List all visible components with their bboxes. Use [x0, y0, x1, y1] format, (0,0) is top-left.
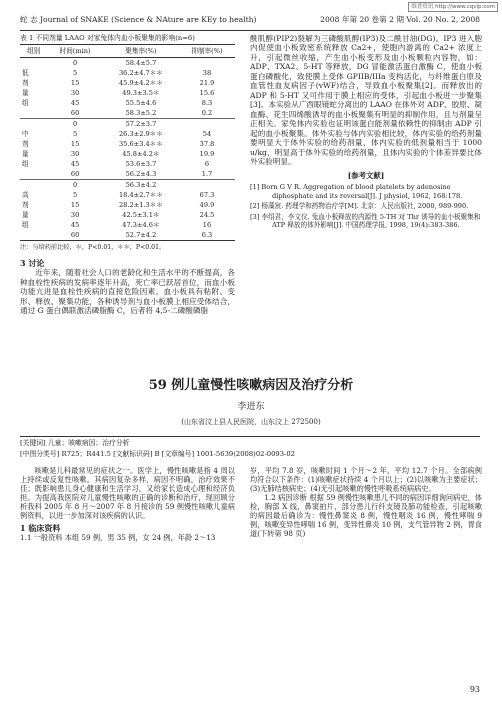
table-row [20, 190, 235, 200]
right-column [250, 34, 482, 232]
table-cell: 6 [204, 160, 210, 169]
table-cell: 15 [70, 79, 80, 88]
table-cell: 53.6±3.7 [125, 160, 157, 169]
table-row [20, 169, 235, 180]
table-cell: 5 [72, 69, 78, 78]
table-cell: 15 [70, 140, 80, 149]
table-cell [20, 119, 47, 130]
header-time: 时间(min) [47, 45, 103, 58]
table-cell: 组 [22, 160, 29, 169]
table-cell: 56.2±4.3 [103, 169, 179, 180]
table-cell: 21.9 [199, 79, 215, 88]
article-affiliation: (山东省汶上县人民医院，山东汶上 272500) [181, 418, 321, 426]
table-cell: 42.5±3.1＊ [122, 211, 160, 220]
table-cell: 24.5 [199, 211, 215, 220]
platelet-table [20, 44, 235, 241]
table-cell [20, 230, 47, 241]
keywords-block [20, 438, 480, 460]
table-row [20, 149, 235, 159]
table-cell: 56.3±4.2 [125, 181, 157, 190]
article-right-column [250, 466, 482, 538]
table-cell: 低 [22, 69, 29, 78]
table-cell: 30 [70, 211, 80, 220]
table-caption: 表 1 不同剂量 LAAO 对家兔体内血小板聚集的影响(n=6) [20, 34, 195, 42]
table-cell: 57.2±3.7 [125, 120, 157, 129]
table-cell: 58.4±5.7 [125, 59, 157, 68]
table-cell: 36.2±4.7＊＊ [118, 69, 163, 78]
table-cell [20, 58, 47, 69]
table-cell: 55.5±4.6 [125, 99, 157, 108]
header-rule [20, 30, 480, 31]
table-note: 注：与给药前比较，＊，P<0.01，＊＊，P<0.01。 [20, 244, 166, 252]
table-cell [179, 119, 235, 130]
keywords-rule [20, 436, 480, 437]
table-cell: 45 [70, 221, 80, 230]
table-row [20, 58, 235, 69]
table-header-row [20, 45, 235, 58]
watermark-stamp: 维普资讯 http://www.cqvip.com [408, 2, 498, 12]
table-cell: 35.6±3.4＊＊ [118, 140, 163, 149]
table-row [20, 129, 235, 139]
table-cell: 组 [22, 99, 29, 108]
table-cell: 26.3±2.9＊＊ [118, 130, 163, 139]
table-cell: 49.9 [199, 201, 215, 210]
table-cell: 0 [72, 59, 78, 68]
running-header [20, 15, 480, 29]
table-cell: 47.3±4.6＊ [122, 221, 160, 230]
table-cell [20, 169, 47, 180]
table-cell: 剂 [22, 79, 29, 88]
article-intro: 咳嗽是儿科最常见的症状之一。医学上，慢性咳嗽是指 4 周以上持续或反复性咳嗽。其病因复杂多样，病因不明确，治疗效果不佳；既影响患儿身心健康和生活学习，又给家长造成心理和经济负担。为提高我医院对儿童慢性咳嗽的正确的诊断和治疗，现回顾分析我科 2005 年 8 月～2007 年 8 月接诊的 59 例慢性咳嗽儿童病例资料，以进一步加深对该疾病的认识。 [20, 466, 235, 520]
table-cell: 30 [70, 150, 80, 159]
table-cell [20, 108, 47, 119]
journal-name: 蛇 志 Journal of SNAKE (Science & NAture are KEy to health) [20, 15, 257, 24]
table-row [20, 159, 235, 169]
table-cell: 45.9±4.2＊＊ [118, 79, 163, 88]
table-cell: 60 [47, 108, 103, 119]
left-column [20, 34, 235, 316]
table-cell: 剂 [22, 201, 29, 210]
article-author: 李进东 [237, 402, 265, 412]
table-cell: 30 [70, 89, 80, 98]
article-right-intro: 岁，平均 7.8 岁，咳嗽时间 1 个月～2 年，平均 12.7 个月。全部病例均符合以下条件：(1)咳嗽症状持续 4 个月以上；(2)以咳嗽为主要症状；(3)无肺结核病史；(4)无引起咳嗽的慢性呼吸系统病病史。 [250, 466, 482, 493]
table-cell: 6.3 [179, 230, 235, 241]
section-diagnosis: 1.2 病因诊断 根据 59 例慢性咳嗽患儿不同的病因详细询问病史，体检，胸部 X 线，鼻窦拍片，部分患儿行纤支镜及肺功能检查，引起咳嗽的病因最后确诊为：慢性鼻窦炎 8 例，慢性咽炎 16 例，慢性哮喘 9 例，咳嗽变异性哮喘 16 例，变异性鼻炎 10 例，支气管异物 2 例，胃食道(下转第 98 页) [250, 493, 482, 538]
keywords: [关键词] 儿童；咳嗽病因；治疗分析 [20, 439, 130, 447]
table-row [20, 200, 235, 210]
table-cell: 60 [47, 230, 103, 241]
table-cell [179, 180, 235, 191]
reference-item: [2] 杨藻宸. 药理学和药物治疗学[M]. 北京：人民出版社, 2000, 989-990. [250, 202, 469, 211]
table-cell: 8.3 [201, 99, 213, 108]
table-cell: 16 [202, 221, 212, 230]
table-cell: 58.3±5.2 [103, 108, 179, 119]
table-cell: 45 [70, 160, 80, 169]
table-cell: 28.2±1.3＊＊ [118, 201, 163, 210]
table-row [20, 210, 235, 220]
table-cell: 0 [72, 120, 78, 129]
table-cell: 54 [202, 130, 212, 139]
table-cell: 19.9 [199, 150, 215, 159]
table-row [20, 88, 235, 98]
table-row [20, 230, 235, 241]
section-clinical: 1 临床资料 [20, 523, 61, 533]
article-left-column [20, 466, 235, 542]
table-cell: 67.3 [199, 191, 215, 200]
table-row [20, 220, 235, 230]
table-body [20, 58, 235, 241]
classification: [中图分类号] R725；R441.5 [文献标识码] B [文章编号] 1001-5639(2008)02-0093-02 [20, 449, 296, 458]
table-cell: 组 [22, 221, 29, 230]
table-cell: 45 [70, 99, 80, 108]
header-aggregation: 聚集率(%) [103, 45, 179, 58]
discussion-paragraph: 近年来，随着社会人口的老龄化和生活水平的不断提高，各种血栓性疾病的发病率逐年升高，死亡率已跃居首位，而血小板功能亢进是血栓性疾病的直接危险因素。血小板具有粘附、变形、释放、聚集功能，各种诱导剂与血小板膜上相应受体结合，通过 G 蛋白偶联激活磷脂酶 C，后者将 4,5-二磷酸磷脂 [20, 268, 235, 316]
table-cell [20, 180, 47, 191]
reference-item: [1] Born G V R. Aggregation of blood platelets by adenosine diphosphate and its reversal[J]. J physiol, 1962, 168:178. [250, 183, 463, 200]
table-cell: 37.8 [199, 140, 215, 149]
table-cell: 52.7±4.2 [103, 230, 179, 241]
header-inhibition: 抑制率(%) [179, 45, 235, 58]
discussion-heading: 3 讨论 [20, 258, 45, 269]
table-row [20, 119, 235, 130]
article-title: 59 例儿童慢性咳嗽病因及治疗分析 [148, 378, 354, 393]
reference-item: [3] 李绍君，李文仪. 兔血小板释放的内源性 5-TH 对 Thr 诱导的血小板聚集和 ATP 释放的体外影响[J]. 中国药理学报, 1998, 19(4):383-386. [250, 212, 481, 230]
table-cell: 45.8±4.2＊ [122, 150, 160, 159]
table-cell: 量 [22, 89, 29, 98]
references-heading: [参考文献] [347, 170, 385, 180]
table-cell: 18.4±2.7＊＊ [118, 191, 163, 200]
table-cell: 5 [72, 191, 78, 200]
table-cell [179, 58, 235, 69]
header-group: 组别 [20, 45, 47, 58]
table-cell: 高 [22, 191, 29, 200]
table-row [20, 139, 235, 149]
table-cell: 0 [72, 181, 78, 190]
table-cell: 量 [22, 211, 29, 220]
table-cell: 60 [47, 169, 103, 180]
table-cell: 38 [202, 69, 212, 78]
right-paragraph: 酰肌醇(PIP2)裂解为三磷酸肌醇(IP3)及二酰甘油(DG)。IP3 进入胞内促使血小板致密系统释放 Ca2+，使胞内游离的 Ca2+ 浓度上升，引起微丝收缩，产生血小板变形及血小板颗粒内容物，如：ADP、TXA2、5-HT 等释放，DG 冒能激活蛋白激酶 C，使血小板蛋白磷酸化，致使膜上受体 GPIIB/IIIa 变构活化，与纤维蛋白原及血管性血友病因子(vWF)结合，导致血小板聚集[2]。而释放出的 ADP 和 5-HT 又可作用于膜上相应的受体，引起血小板进一步聚集[3]。本实验从广西眼镜蛇分离出的 LAAO 在体外对 ADP、胶原、凝血酶、花生四烯酸诱导的血小板聚集有明显的抑制作用，且与剂量呈正相关。家兔体内实验也证明该蛋白能剂量依赖性的抑制由 ADP 引起的血小板聚集。体外实验与体内实验相比较，体内实验的给药剂量要明显大于体外实验的给药剂量，体内实验的低剂量相当于 1000 u/kg，明显高于体外实验的给药剂量，且体内实验的个体差异要比体外实验明显。 [250, 34, 482, 167]
section-general: 1.1 一般资料 本组 59 例，男 35 例，女 24 例，年龄 2～13 [20, 533, 216, 542]
table-row [20, 108, 235, 119]
table-cell: 0.2 [179, 108, 235, 119]
table-cell: 49.3±3.5＊ [122, 89, 160, 98]
table-cell: 1.7 [179, 169, 235, 180]
table-row [20, 68, 235, 78]
issue-info: 2008 年第 20 卷第 2 期 Vol. 20 No. 2, 2008 [320, 15, 480, 24]
table-cell: 15.6 [199, 89, 215, 98]
table-cell: 中 [22, 130, 29, 139]
table-cell: 量 [22, 150, 29, 159]
table-cell: 15 [70, 201, 80, 210]
table-row [20, 78, 235, 88]
page-number: 93 [469, 685, 480, 694]
table-cell: 剂 [22, 140, 29, 149]
table-row [20, 98, 235, 108]
table-row [20, 180, 235, 191]
table-cell: 5 [72, 130, 78, 139]
